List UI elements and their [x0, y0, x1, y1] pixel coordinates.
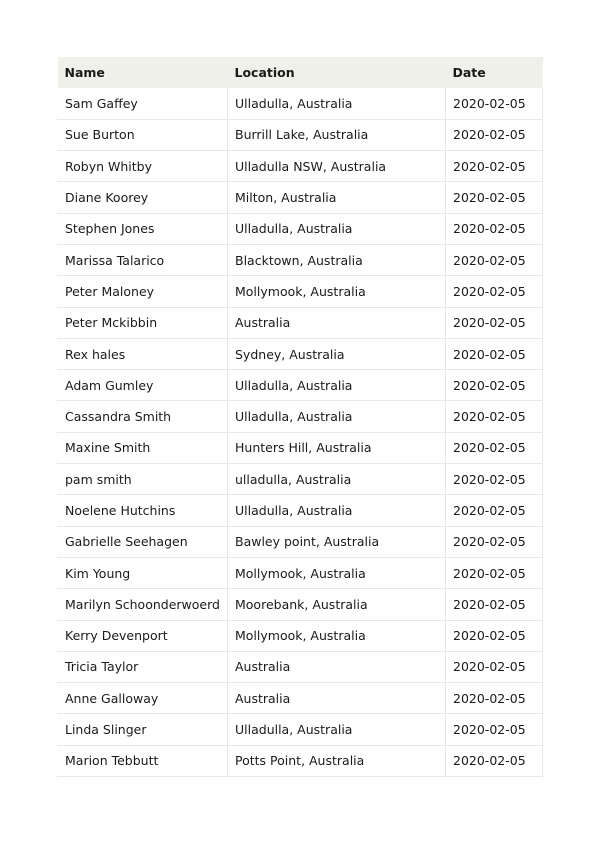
cell-location: Hunters Hill, Australia — [228, 432, 446, 463]
cell-name: Peter Mckibbin — [58, 307, 228, 338]
cell-location: Australia — [228, 307, 446, 338]
table-row — [58, 464, 543, 495]
cell-name: Linda Slinger — [58, 714, 228, 745]
cell-name: pam smith — [58, 464, 228, 495]
table-row — [58, 151, 543, 182]
cell-name: Tricia Taylor — [58, 651, 228, 682]
table-row — [58, 182, 543, 213]
table-row — [58, 307, 543, 338]
cell-location: Potts Point, Australia — [228, 745, 446, 776]
table-row — [58, 401, 543, 432]
cell-location: Sydney, Australia — [228, 338, 446, 369]
cell-date: 2020-02-05 — [446, 683, 543, 714]
cell-date: 2020-02-05 — [446, 620, 543, 651]
cell-name: Sue Burton — [58, 119, 228, 150]
signature-table — [57, 57, 543, 777]
cell-name: Gabrielle Seehagen — [58, 526, 228, 557]
cell-name: Maxine Smith — [58, 432, 228, 463]
cell-date: 2020-02-05 — [446, 464, 543, 495]
cell-name: Adam Gumley — [58, 370, 228, 401]
cell-name: Robyn Whitby — [58, 151, 228, 182]
cell-location: Mollymook, Australia — [228, 276, 446, 307]
table-row — [58, 683, 543, 714]
table-row — [58, 495, 543, 526]
cell-location: ulladulla, Australia — [228, 464, 446, 495]
cell-date: 2020-02-05 — [446, 338, 543, 369]
cell-name: Marilyn Schoonderwoerd — [58, 589, 228, 620]
cell-date: 2020-02-05 — [446, 432, 543, 463]
table-header — [58, 57, 543, 88]
cell-name: Stephen Jones — [58, 213, 228, 244]
cell-date: 2020-02-05 — [446, 276, 543, 307]
cell-location: Ulladulla, Australia — [228, 213, 446, 244]
cell-name: Anne Galloway — [58, 683, 228, 714]
cell-location: Mollymook, Australia — [228, 557, 446, 588]
table-row — [58, 119, 543, 150]
table-row — [58, 338, 543, 369]
cell-date: 2020-02-05 — [446, 244, 543, 275]
cell-location: Ulladulla, Australia — [228, 88, 446, 119]
column-header-name: Name — [58, 57, 228, 88]
table-row — [58, 276, 543, 307]
table-row — [58, 557, 543, 588]
table-row — [58, 651, 543, 682]
table-row — [58, 370, 543, 401]
cell-name: Diane Koorey — [58, 182, 228, 213]
cell-name: Sam Gaffey — [58, 88, 228, 119]
cell-name: Kerry Devenport — [58, 620, 228, 651]
cell-date: 2020-02-05 — [446, 213, 543, 244]
cell-date: 2020-02-05 — [446, 88, 543, 119]
cell-name: Marion Tebbutt — [58, 745, 228, 776]
cell-date: 2020-02-05 — [446, 151, 543, 182]
cell-name: Kim Young — [58, 557, 228, 588]
cell-date: 2020-02-05 — [446, 119, 543, 150]
cell-date: 2020-02-05 — [446, 651, 543, 682]
cell-location: Australia — [228, 651, 446, 682]
cell-date: 2020-02-05 — [446, 401, 543, 432]
column-header-date: Date — [446, 57, 543, 88]
cell-date: 2020-02-05 — [446, 182, 543, 213]
signature-table-container — [57, 57, 542, 777]
table-row — [58, 745, 543, 776]
table-row — [58, 526, 543, 557]
cell-location: Milton, Australia — [228, 182, 446, 213]
table-row — [58, 620, 543, 651]
cell-name: Noelene Hutchins — [58, 495, 228, 526]
table-body — [58, 88, 543, 777]
cell-date: 2020-02-05 — [446, 307, 543, 338]
table-row — [58, 244, 543, 275]
cell-date: 2020-02-05 — [446, 557, 543, 588]
cell-location: Ulladulla, Australia — [228, 370, 446, 401]
cell-location: Blacktown, Australia — [228, 244, 446, 275]
table-header-row — [58, 57, 543, 88]
cell-location: Moorebank, Australia — [228, 589, 446, 620]
cell-name: Peter Maloney — [58, 276, 228, 307]
cell-location: Australia — [228, 683, 446, 714]
table-row — [58, 714, 543, 745]
cell-date: 2020-02-05 — [446, 714, 543, 745]
cell-date: 2020-02-05 — [446, 526, 543, 557]
cell-location: Ulladulla, Australia — [228, 401, 446, 432]
cell-date: 2020-02-05 — [446, 495, 543, 526]
cell-location: Bawley point, Australia — [228, 526, 446, 557]
cell-location: Ulladulla, Australia — [228, 714, 446, 745]
table-row — [58, 213, 543, 244]
cell-location: Ulladulla NSW, Australia — [228, 151, 446, 182]
cell-location: Burrill Lake, Australia — [228, 119, 446, 150]
cell-name: Rex hales — [58, 338, 228, 369]
cell-location: Mollymook, Australia — [228, 620, 446, 651]
cell-name: Cassandra Smith — [58, 401, 228, 432]
cell-date: 2020-02-05 — [446, 370, 543, 401]
cell-date: 2020-02-05 — [446, 589, 543, 620]
cell-date: 2020-02-05 — [446, 745, 543, 776]
table-row — [58, 88, 543, 119]
cell-location: Ulladulla, Australia — [228, 495, 446, 526]
table-row — [58, 432, 543, 463]
column-header-location: Location — [228, 57, 446, 88]
table-row — [58, 589, 543, 620]
cell-name: Marissa Talarico — [58, 244, 228, 275]
